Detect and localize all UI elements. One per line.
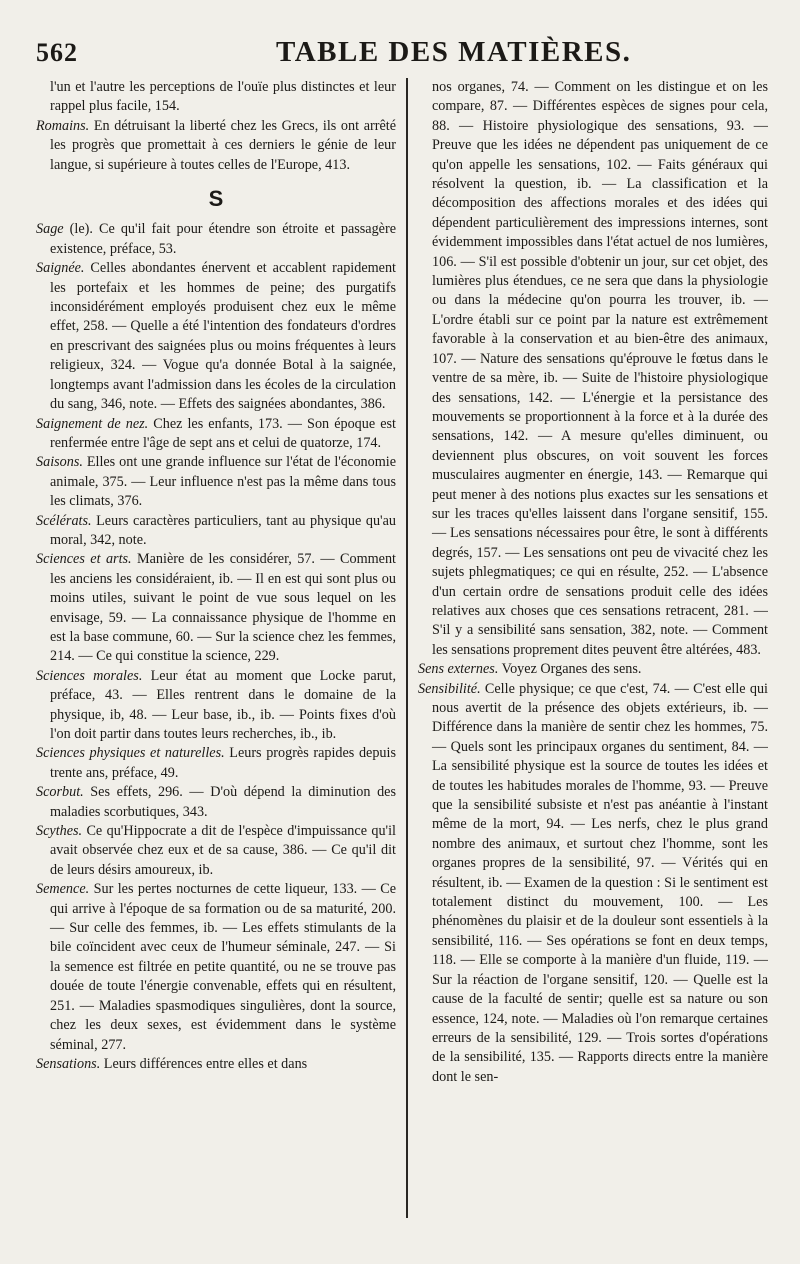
page-header: [36, 34, 766, 76]
entry-term: Scorbut.: [36, 784, 84, 801]
index-entry: [36, 415, 396, 454]
entry-term: Saignement de nez.: [36, 415, 149, 432]
index-entry: [36, 822, 396, 880]
entry-text: Ses effets, 296. — D'où dépend la diminution des maladies scorbutiques, 343.: [50, 784, 396, 820]
index-entry: [36, 259, 396, 414]
entry-term: Sciences morales.: [36, 667, 143, 684]
index-entries-list: [418, 660, 768, 1087]
entry-term: Sens externes.: [418, 661, 499, 678]
entry-text: Sur les pertes nocturnes de cette liqueur, 133. — Ce qui arrive à l'époque de sa formation ou de sa maturité, 200. — Sur celle des femmes, ib. — Les effets stimulants de la bile coïncident avec ceux de l'humeur séminale, 247. — Si la semence est filtrée en petite quantité, ou ne se trouve pas douée de toute l'énergie convenable, effets qui en résultent, 251. — Maladies spasmodiques singulières, dont la source, chez les deux sexes, est évidemment dans le système séminal, 277.: [50, 881, 396, 1053]
column-divider: [406, 78, 408, 1218]
index-entry: [36, 880, 396, 1055]
running-title: TABLE DES MATIÈRES.: [276, 36, 632, 68]
entry-text: Leur état au moment que Locke parut, préface, 43. — Elles rentrent dans le domaine de la physique, ib, 48. — Leur base, ib., ib. — Points fixes d'où l'on doit partir dans toutes leurs recherches, ib., ib.: [50, 667, 396, 742]
entry-text: Leurs progrès rapides depuis trente ans, préface, 49.: [50, 745, 396, 781]
entry-term: Saisons.: [36, 454, 83, 471]
entry-text: Elles ont une grande influence sur l'état de l'économie animale, 375. — Leur influence n'est pas la même dans tous les climats, 376.: [50, 454, 396, 510]
entries-before-list: [36, 117, 396, 175]
entry-term: Scythes.: [36, 823, 83, 840]
entry-text: (le). Ce qu'il fait pour étendre son étroite et passagère existence, préface, 53.: [50, 221, 396, 257]
continuation-text: l'un et l'autre les perceptions de l'ouïe plus distinctes et leur rappel plus facile, 154.: [50, 79, 396, 115]
index-entry: [418, 660, 768, 679]
entry-term: Semence.: [36, 881, 90, 898]
page-number: 562: [36, 38, 78, 67]
index-entry: [36, 744, 396, 783]
entry-text: Voyez Organes des sens.: [498, 661, 642, 678]
entry-term: Sensibilité.: [418, 680, 481, 697]
index-entries-list: [36, 220, 396, 1074]
left-column: [36, 78, 396, 1228]
right-column: [418, 78, 768, 1228]
continuation-text: nos organes, 74. — Comment on les distingue et on les compare, 87. — Différentes espèces de signes pour cela, 88. — Histoire physiologique des sensations, 93. — Preuve que les idées ne dépendent pas uniquement de ce qu'on appelle les sensations, 102. — Faits généraux qui résolvent la question, ib. — La classification et la décomposition des affections morales et des idées qui dépendent particulièrement des impressions internes, sont évidemment impossibles dans l'état actuel de nos lumières, 106. — S'il est possible d'obtenir un jour, sur cet objet, des lumières plus étendues, ce ne sera que dans la physiologie ou dans la médecine qu'on pourra les trouver, ib. — L'ordre établi sur ce point par la nature est extrêmement favorable à la conservation et au bien-être des animaux, 107. — Nature des sensations qu'éprouve le fœtus dans le ventre de sa mère, ib. — Suite de l'histoire physiologique des sensations, 142. — L'énergie et la persistance des mouvements se proportionnent à la force et à la durée des sensations, 142. — A mesure qu'elles diminuent, ou deviennent plus obscures, on voit souvent les forces musculaires augmenter en énergie, 143. — Remarque qui peut mener à des notions plus exactes sur les sensations et sur les traces qu'elles laissent dans l'organe sensitif, 155. — Les sensations nécessaires pour être, le sont à différents degrés, 157. — Les sensations ont peu de vivacité chez les sujets phlegmatiques; ce qui en résulte, 252. — L'absence d'un certain ordre de sensations produit celle des idées relatives aux choses que ces sensations retracent, 281. — S'il y a sensibilité sans sensation, 382, note. — Comment les sensations proprement dites peuvent être altérées, 483.: [432, 79, 768, 658]
entry-term: Saignée.: [36, 260, 85, 277]
entry-text: Celles abondantes énervent et accablent rapidement les portefaix et les hommes de peine; des purgatifs inconsidérément employés produisent chez eux le même effet, 258. — Quelle a été l'intention des fondateurs d'ordres en prescrivant des saignées plus ou moins fréquentes à leurs religieux, 324. — Vogue qu'a donnée Botal à la saignée, longtemps avant l'admission dans les écoles de la circulation du sang, 346, note. — Effets des saignées abondantes, 386.: [50, 260, 396, 413]
entry-term: Romains.: [36, 117, 90, 134]
entry-term: Sciences physiques et naturelles.: [36, 745, 225, 762]
entry-text: Manière de les considérer, 57. — Comment les anciens les considéraient, ib. — Il en est qui sont plus ou moins utiles, suivant le point de vue sous lequel on les envisage, 59. — La connaissance physique de l'homme en est la base commune, 60. — Sur la science chez les femmes, 214. — Ce qui constitue la science, 229.: [50, 551, 396, 665]
entry-term: Sensations.: [36, 1055, 101, 1072]
index-entry: [36, 667, 396, 745]
index-entry: [36, 512, 396, 551]
entry-text: Leurs différences entre elles et dans: [100, 1055, 308, 1072]
entry-text: En détruisant la liberté chez les Grecs, ils ont arrêté les progrès que promettait à ces derniers le génie de leur langue, si supérieure à toutes celles de l'Europe, 413.: [50, 117, 396, 173]
index-entry: [36, 220, 396, 259]
entry-term: Sciences et arts.: [36, 551, 132, 568]
entry-text: Leurs caractères particuliers, tant au physique qu'au moral, 342, note.: [50, 512, 396, 548]
entry-text: Celle physique; ce que c'est, 74. — C'est elle qui nous avertit de la présence des objets extérieurs, ib. — Différence dans la manière de sentir chez les hommes, 75. — Quels sont les principaux organes du sentiment, 84. — La sensibilité physique est la source de toutes les idées et de toutes les habitudes morales de l'homme, 93. — Preuve que la sensibilité subsiste et n'est pas anéantie à l'instant même de la mort, 94. — Les nerfs, chez le plus grand nombre des animaux, et surtout chez l'homme, sont les organes propres de la sensibilité, 97. — Vérités qui en résultent, ib. — Examen de la question : Si le sentiment est totalement distinct du mouvement, 100. — Les phénomènes du plaisir et de la douleur sont essentiels à la sensibilité, 116. — Ses opérations se font en deux temps, 118. — Elle se comporte à la manière d'un fluide, 119. — Sur la réaction de l'organe sensitif, 120. — Quelle est la cause de la faculté de sentir; quelle est sa nature ou son essence, 124, note. — Maladies où l'on remarque certaines erreurs de la sensibilité, 129. — Trois sortes d'opérations de la sensibilité, 135. — Rapports directs entre la manière dont le sen-: [432, 680, 768, 1085]
index-entry: [36, 453, 396, 511]
index-entry: [36, 1055, 396, 1074]
section-letter: S: [208, 186, 224, 212]
entry-text: Chez les enfants, 173. — Son époque est renfermée entre l'âge de sept ans et celui de quatorze, 174.: [50, 415, 396, 451]
entry-term: Sage: [36, 221, 64, 238]
index-entry: [36, 783, 396, 822]
index-entry: [36, 117, 396, 175]
entry-text: Ce qu'Hippocrate a dit de l'espèce d'impuissance qu'il avait observée chez eux et de sa cause, 386. — Ce qu'il dit de leurs désirs amoureux, ib.: [50, 823, 396, 878]
index-entry: [36, 550, 396, 666]
index-entry: [418, 680, 768, 1088]
entry-term: Scélérats.: [36, 512, 92, 529]
